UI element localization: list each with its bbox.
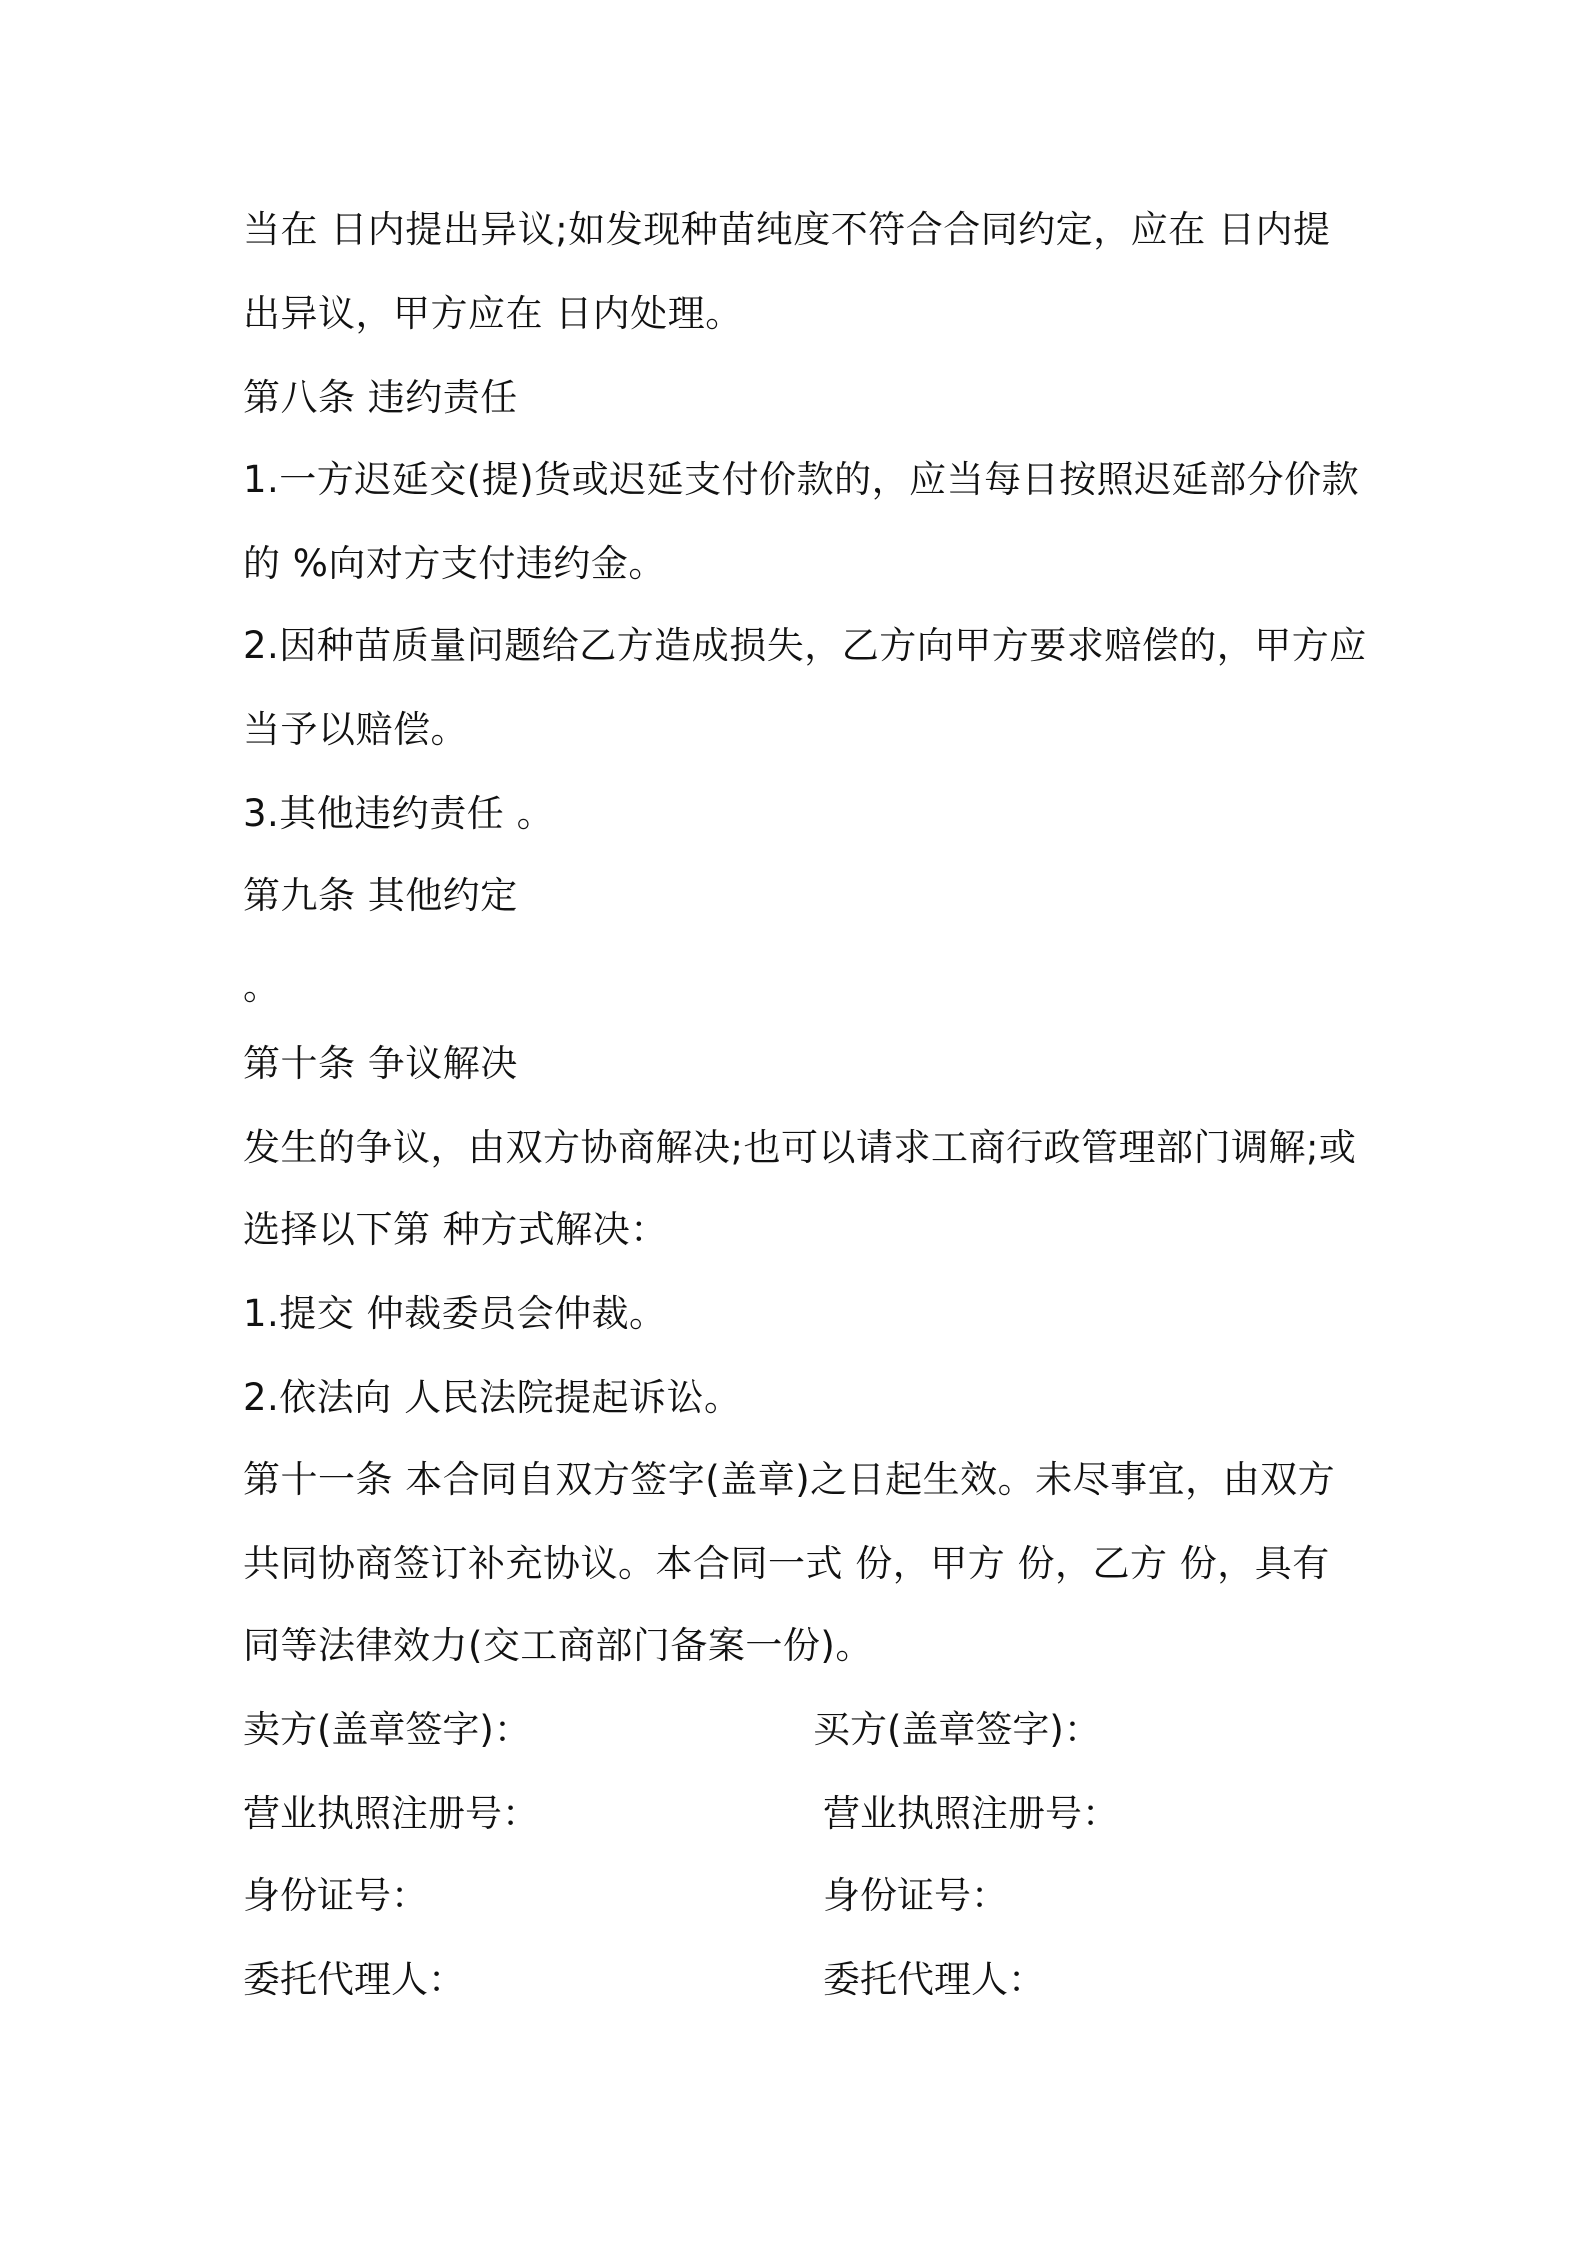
section-heading: 第九条 其他约定 (243, 874, 518, 917)
text-line: 1.提交 仲裁委员会仲裁。 (243, 1292, 667, 1335)
seller-signature-label: 卖方(盖章签字)： (243, 1708, 531, 1751)
buyer-id-label: 身份证号： (823, 1874, 1008, 1917)
text-line: 1.一方迟延交(提)货或迟延支付价款的，应当每日按照迟延部分价款 (243, 458, 1360, 501)
buyer-signature-label: 买方(盖章签字)： (813, 1708, 1101, 1751)
seller-license-label: 营业执照注册号： (243, 1792, 539, 1835)
text-line: 选择以下第 种方式解决： (243, 1208, 668, 1251)
text-line: 同等法律效力(交工商部门备案一份)。 (243, 1624, 873, 1667)
text-line: 3.其他违约责任 。 (243, 792, 555, 835)
text-line: 的 %向对方支付违约金。 (243, 542, 666, 585)
text-line: 第十一条 本合同自双方签字(盖章)之日起生效。未尽事宜，由双方 (243, 1458, 1336, 1501)
text-line: 共同协商签订补充协议。本合同一式 份，甲方 份，乙方 份，具有 (243, 1542, 1330, 1585)
seller-id-label: 身份证号： (243, 1874, 428, 1917)
text-line: 。 (243, 965, 281, 1008)
text-line: 发生的争议，由双方协商解决;也可以请求工商行政管理部门调解;或 (243, 1126, 1357, 1169)
text-line: 当在 日内提出异议;如发现种苗纯度不符合合同约定，应在 日内提 (243, 208, 1331, 251)
buyer-license-label: 营业执照注册号： (823, 1792, 1119, 1835)
section-heading: 第十条 争议解决 (243, 1042, 518, 1085)
seller-agent-label: 委托代理人： (243, 1958, 465, 2001)
text-line: 当予以赔偿。 (243, 708, 468, 751)
buyer-agent-label: 委托代理人： (823, 1958, 1045, 2001)
text-line: 2.因种苗质量问题给乙方造成损失，乙方向甲方要求赔偿的，甲方应 (243, 624, 1367, 667)
section-heading: 第八条 违约责任 (243, 376, 518, 419)
text-line: 2.依法向 人民法院提起诉讼。 (243, 1376, 742, 1419)
text-line: 出异议，甲方应在 日内处理。 (243, 292, 743, 335)
